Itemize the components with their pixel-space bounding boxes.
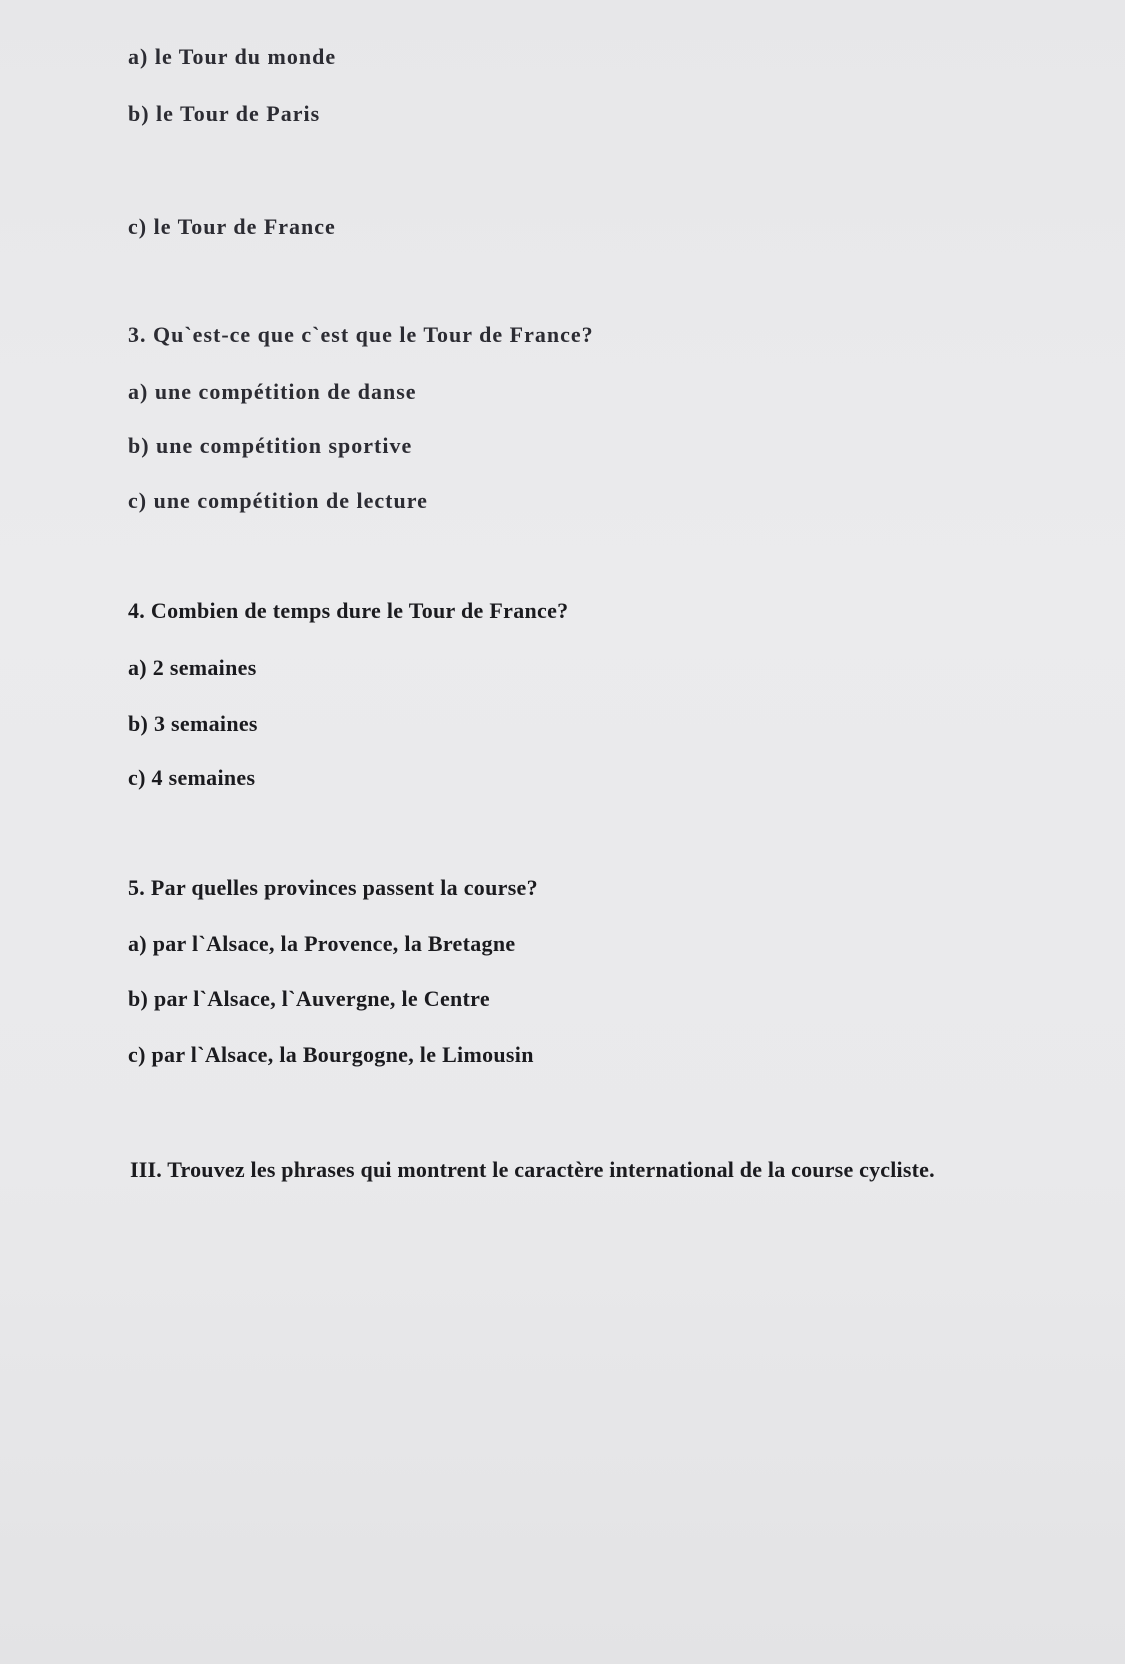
q5-question: 5. Par quelles provinces passent la course? — [128, 875, 538, 900]
q4-question: 4. Combien de temps dure le Tour de France? — [128, 598, 569, 623]
q2-option-c: c) le Tour de France — [128, 214, 336, 239]
q2-option-b: b) le Tour de Paris — [128, 101, 321, 126]
q3-option-a: a) une compétition de danse — [128, 379, 417, 404]
q4-option-c: c) 4 semaines — [128, 765, 256, 790]
section-3-title: III. Trouvez les phrases qui montrent le caractère international de la course cycliste. — [130, 1157, 935, 1182]
q4-option-b: b) 3 semaines — [128, 711, 258, 736]
q3-question: 3. Qu`est-ce que c`est que le Tour de France? — [128, 322, 594, 347]
q4-option-a: a) 2 semaines — [128, 655, 257, 680]
q5-option-c: c) par l`Alsace, la Bourgogne, le Limousin — [128, 1042, 534, 1067]
q3-option-b: b) une compétition sportive — [128, 433, 413, 458]
q5-option-a: a) par l`Alsace, la Provence, la Bretagne — [128, 931, 516, 956]
q5-option-b: b) par l`Alsace, l`Auvergne, le Centre — [128, 986, 490, 1011]
q2-option-a: a) le Tour du monde — [128, 44, 337, 69]
q3-option-c: c) une compétition de lecture — [128, 488, 428, 513]
